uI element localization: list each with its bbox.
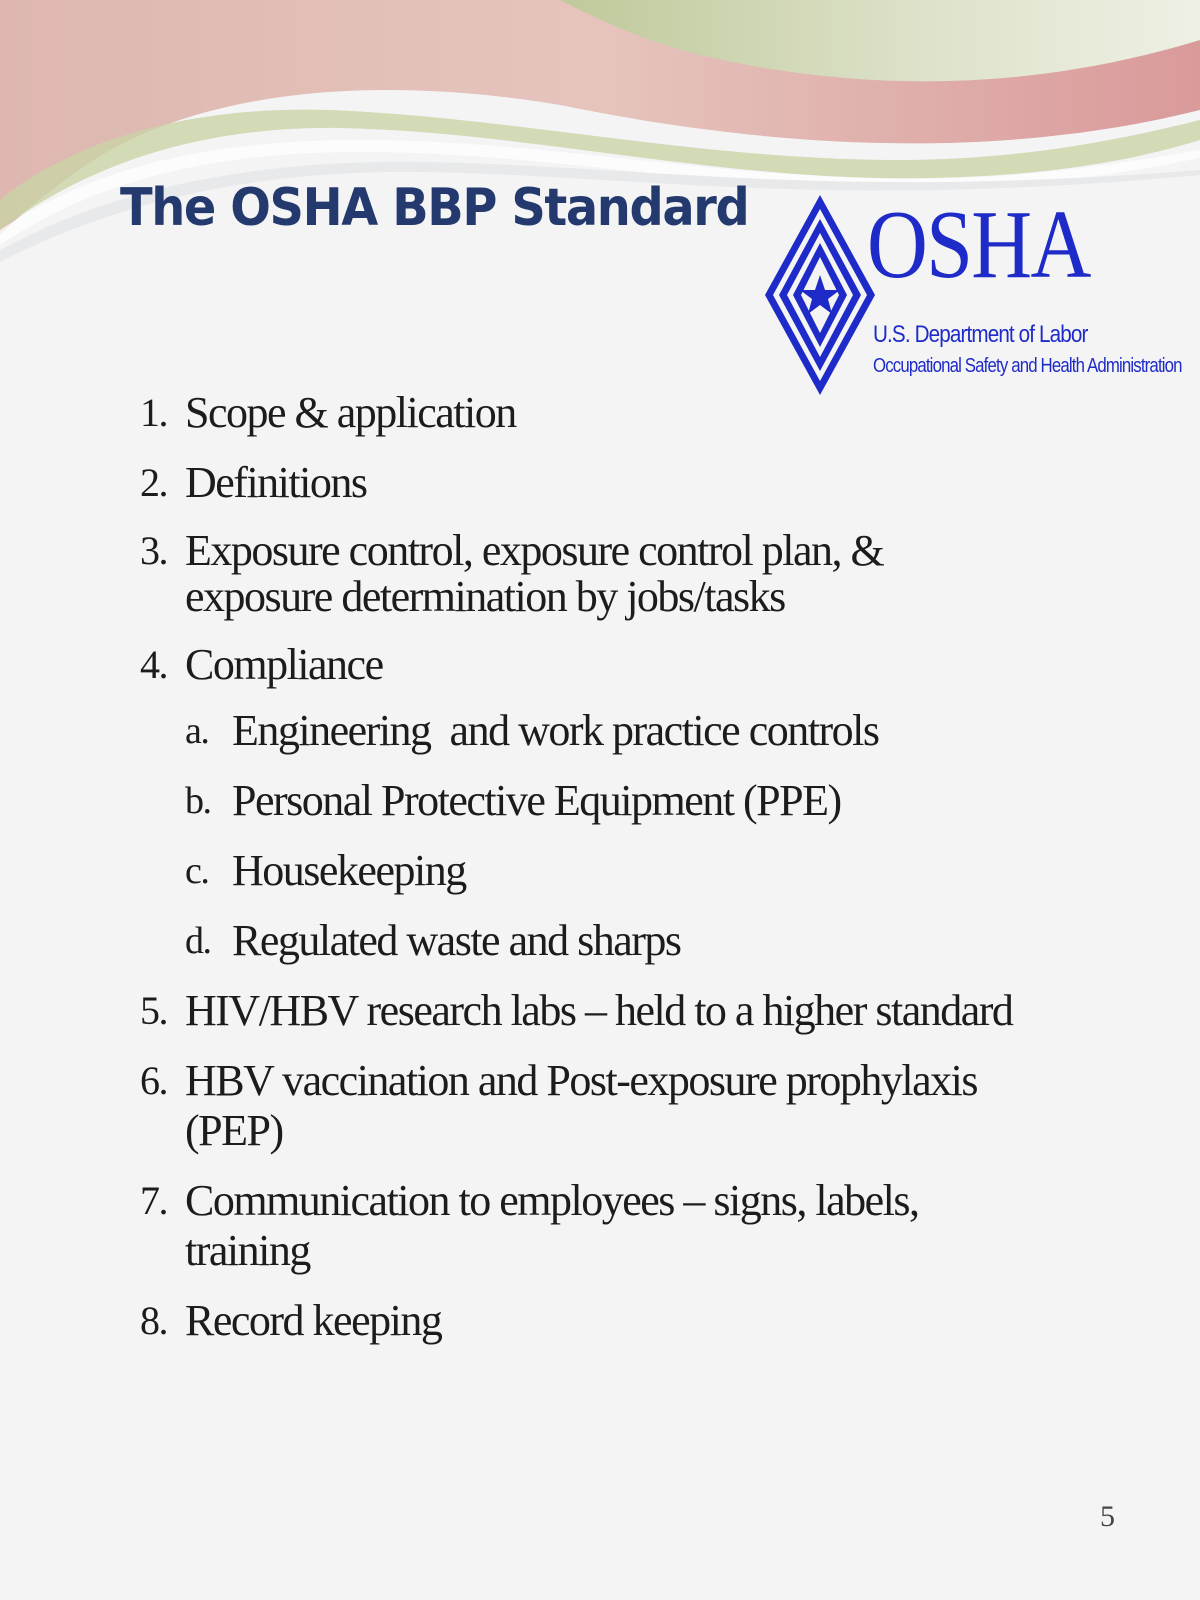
item-text: Definitions <box>185 458 367 507</box>
sub-item-text: Engineering and work practice controls <box>232 706 879 755</box>
item-text: Scope & application <box>185 388 516 437</box>
item-number: 8. <box>140 1298 167 1343</box>
osha-logo <box>765 191 1182 405</box>
list-item <box>140 640 1040 966</box>
sub-item-letter: c. <box>185 850 209 892</box>
sub-list-item <box>140 846 1040 896</box>
item-number: 7. <box>140 1178 167 1223</box>
sub-list-item <box>140 916 1040 966</box>
list-item <box>140 1296 1040 1346</box>
list-item <box>140 986 1040 1036</box>
item-text: HIV/HBV research labs – held to a higher standard <box>185 986 1013 1035</box>
list-item <box>140 458 1040 508</box>
list-item <box>140 1176 1040 1276</box>
item-number: 2. <box>140 460 167 505</box>
item-text: HBV vaccination and Post-exposure prophylaxis (PEP) <box>185 1056 977 1155</box>
sub-item-letter: b. <box>185 780 211 822</box>
list-item <box>140 388 1040 438</box>
item-number: 5. <box>140 988 167 1033</box>
osha-diamond-star-icon <box>765 195 875 395</box>
item-text: Compliance <box>185 640 383 689</box>
sub-item-letter: d. <box>185 920 211 962</box>
slide-title: The OSHA BBP Standard <box>120 178 749 238</box>
sub-item-letter: a. <box>185 710 209 752</box>
list-item <box>140 528 1040 620</box>
sub-list-item <box>140 776 1040 826</box>
item-number: 6. <box>140 1058 167 1103</box>
sub-list-item <box>140 706 1040 756</box>
item-number: 4. <box>140 642 167 687</box>
sub-item-text: Personal Protective Equipment (PPE) <box>232 776 841 825</box>
item-text: Exposure control, exposure control plan, & exposure determination by jobs/tasks <box>185 526 884 621</box>
osha-wordmark: OSHA <box>867 191 1090 299</box>
list-item <box>140 1056 1040 1156</box>
item-text: Communication to employees – signs, labels, training <box>185 1176 919 1275</box>
standard-sections-list <box>140 388 1040 1366</box>
compliance-sublist <box>140 706 1040 966</box>
logo-agency: Occupational Safety and Health Administration <box>873 355 1182 377</box>
logo-department: U.S. Department of Labor <box>873 321 1088 348</box>
page-number: 5 <box>1100 1500 1115 1533</box>
item-text: Record keeping <box>185 1296 442 1345</box>
sub-item-text: Housekeeping <box>232 846 466 895</box>
item-number: 1. <box>140 390 167 435</box>
item-number: 3. <box>140 528 167 573</box>
sub-item-text: Regulated waste and sharps <box>232 916 681 965</box>
